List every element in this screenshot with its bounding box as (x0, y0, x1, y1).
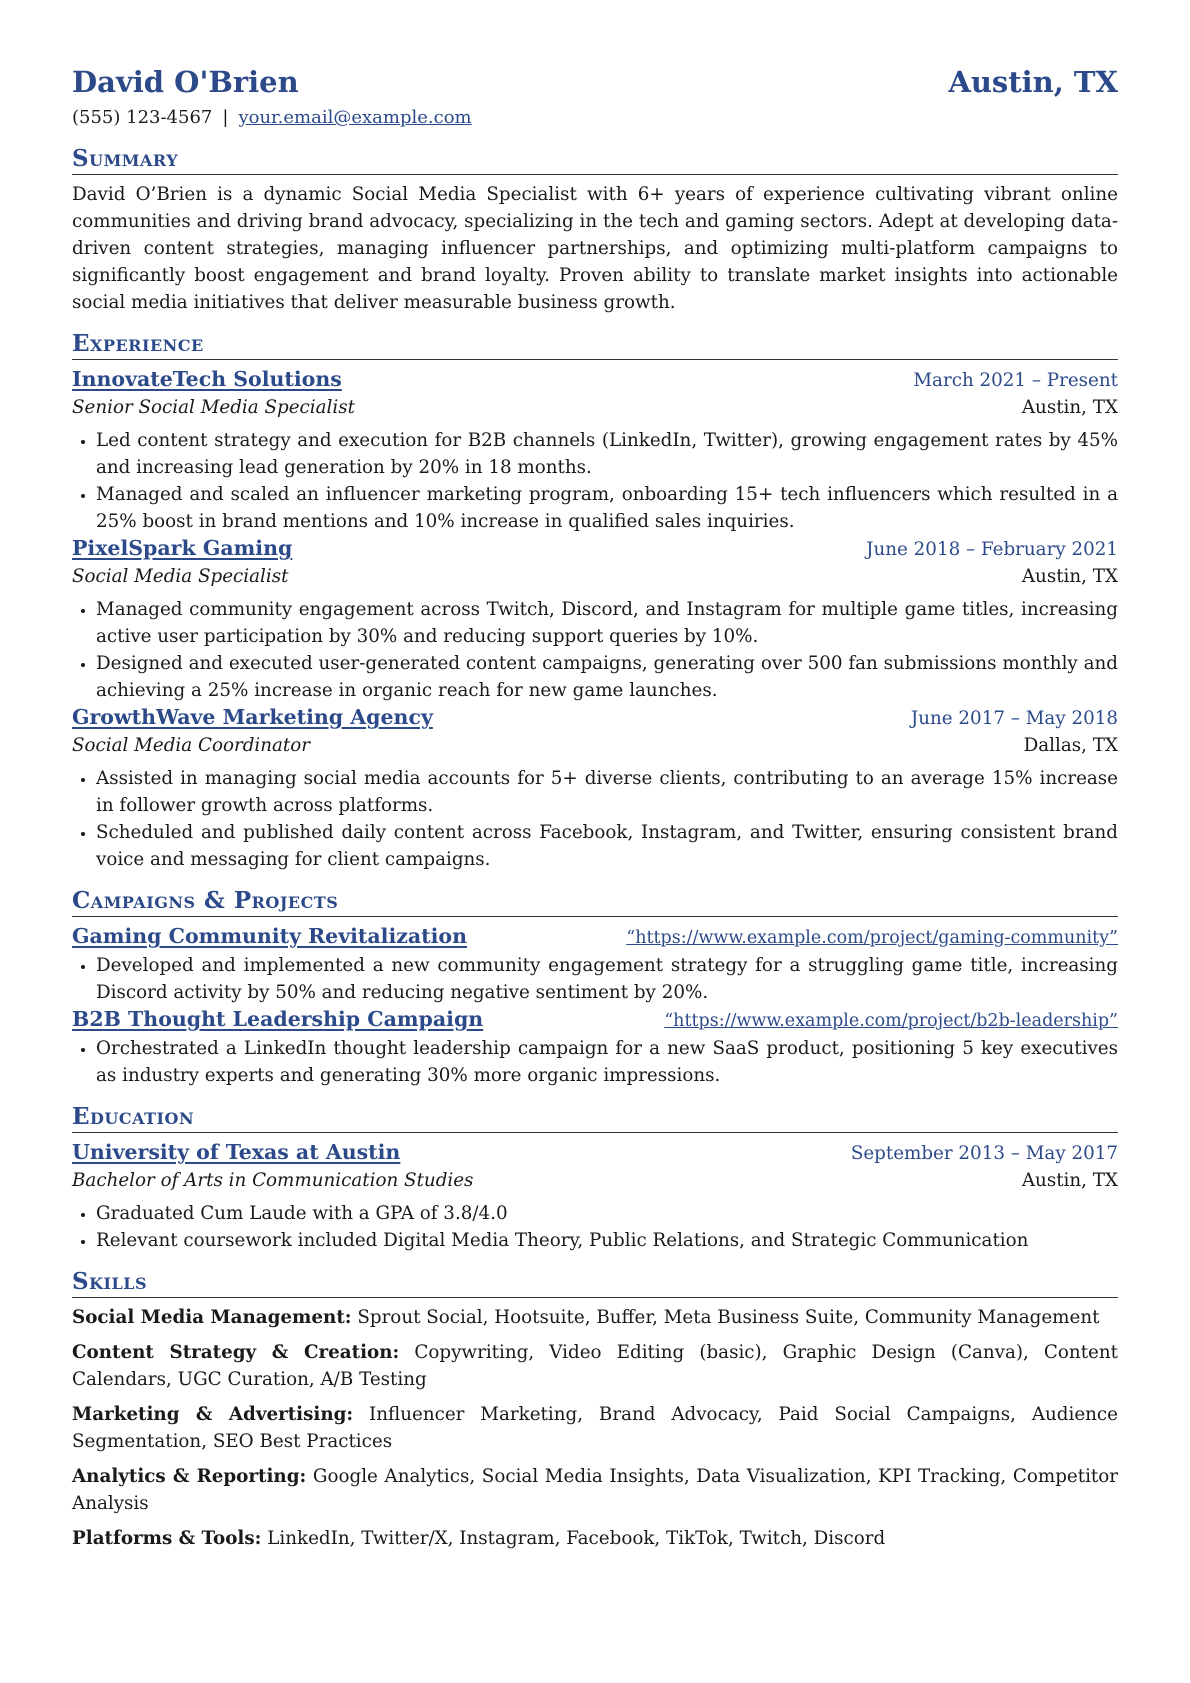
job-location: Dallas, TX (1023, 735, 1118, 756)
bullet-item: • Developed and implemented a new community engagement strategy for a struggling game title, increasing Discord activity by 50% and reducing negative sentiment by 20%. (96, 952, 1118, 1006)
education-entry (72, 1139, 1118, 1254)
job-location: Austin, TX (1021, 397, 1118, 418)
job-dates: March 2021 – Present (913, 370, 1118, 391)
skill-values: Copywriting, Video Editing (basic), Graphic Design (Canva), Content Calendars, UGC Curation, A/B Testing (72, 1342, 1118, 1390)
employer-link[interactable]: GrowthWave Marketing Agency (72, 705, 433, 729)
bullet-list (72, 1200, 1118, 1254)
skill-category: Marketing & Advertising: (72, 1404, 354, 1425)
candidate-location: Austin, TX (948, 65, 1118, 99)
education-dates: September 2013 – May 2017 (850, 1143, 1118, 1164)
bullet-item: • Managed community engagement across Twitch, Discord, and Instagram for multiple game titles, increasing active user participation by 30% and reducing support queries by 10%. (96, 596, 1118, 650)
skill-category: Analytics & Reporting: (72, 1466, 307, 1487)
skill-line (72, 1339, 1118, 1393)
section-title-skills: Skills (72, 1268, 1118, 1298)
bullet-item: • Designed and executed user-generated content campaigns, generating over 500 fan submissions monthly and achieving a 25% increase in organic reach for new game launches. (96, 650, 1118, 704)
project-entry (72, 1006, 1118, 1089)
bullet-list (72, 1035, 1118, 1089)
candidate-name: David O'Brien (72, 65, 299, 99)
project-url-link[interactable]: “https://www.example.com/project/b2b-leadership” (664, 1011, 1118, 1031)
job-dates: June 2017 – May 2018 (910, 708, 1118, 729)
bullet-item: • Managed and scaled an influencer marketing program, onboarding 15+ tech influencers which resulted in a 25% boost in brand mentions and 10% increase in qualified sales inquiries. (96, 481, 1118, 535)
bullet-list (72, 765, 1118, 873)
bullet-item: • Graduated Cum Laude with a GPA of 3.8/4.0 (96, 1200, 1118, 1227)
project-title-link[interactable]: B2B Thought Leadership Campaign (72, 1007, 484, 1031)
skill-category: Content Strategy & Creation: (72, 1342, 400, 1363)
section-title-summary: Summary (72, 145, 1118, 175)
employer-link[interactable]: PixelSpark Gaming (72, 536, 293, 560)
skill-values: Sprout Social, Hootsuite, Buffer, Meta Business Suite, Community Management (357, 1307, 1100, 1328)
skill-category: Social Media Management: (72, 1307, 352, 1328)
summary-text: David O’Brien is a dynamic Social Media Specialist with 6+ years of experience cultivating vibrant online communities and driving brand advocacy, specializing in the tech and gaming sectors. Adept at developing data-driven content strategies, managing influencer partnerships, and optimizing multi-platform campaigns to significantly boost engagement and brand loyalty. Proven ability to translate market insights into actionable social media initiatives that deliver measurable business growth. (72, 184, 1118, 313)
skill-line (72, 1401, 1118, 1455)
contact-line (72, 104, 1118, 131)
bullet-list (72, 427, 1118, 535)
job-title: Social Media Specialist (72, 566, 289, 587)
project-url-link[interactable]: “https://www.example.com/project/gaming-community” (626, 928, 1118, 948)
bullet-list (72, 952, 1118, 1006)
degree: Bachelor of Arts in Communication Studies (72, 1170, 474, 1191)
job-title: Senior Social Media Specialist (72, 397, 355, 418)
bullet-item: • Relevant coursework included Digital Media Theory, Public Relations, and Strategic Communication (96, 1227, 1118, 1254)
skill-values: LinkedIn, Twitter/X, Instagram, Facebook, TikTok, Twitch, Discord (267, 1528, 886, 1549)
school-link[interactable]: University of Texas at Austin (72, 1140, 401, 1164)
section-title-projects: Campaigns & Projects (72, 887, 1118, 917)
section-title-experience: Experience (72, 330, 1118, 360)
skill-category: Platforms & Tools: (72, 1528, 262, 1549)
bullet-list (72, 596, 1118, 704)
job-title: Social Media Coordinator (72, 735, 311, 756)
email-link[interactable]: your.email@example.com (238, 107, 472, 128)
job-location: Austin, TX (1021, 566, 1118, 587)
contact-separator: | (222, 107, 229, 128)
skill-line (72, 1525, 1118, 1552)
bullet-item: • Assisted in managing social media accounts for 5+ diverse clients, contributing to an average 15% increase in follower growth across platforms. (96, 765, 1118, 819)
job-dates: June 2018 – February 2021 (866, 539, 1118, 560)
skill-values: Google Analytics, Social Media Insights, Data Visualization, KPI Tracking, Competitor Analysis (72, 1466, 1119, 1514)
bullet-item: • Led content strategy and execution for B2B channels (LinkedIn, Twitter), growing engagement rates by 45% and increasing lead generation by 20% in 18 months. (96, 427, 1118, 481)
experience-entry (72, 535, 1118, 704)
project-entry (72, 923, 1118, 1006)
project-title-link[interactable]: Gaming Community Revitalization (72, 924, 467, 948)
skill-line (72, 1463, 1118, 1517)
skill-values: Influencer Marketing, Brand Advocacy, Paid Social Campaigns, Audience Segmentation, SEO Best Practices (72, 1404, 1118, 1452)
employer-link[interactable]: InnovateTech Solutions (72, 367, 342, 391)
skill-line (72, 1304, 1118, 1331)
experience-entry (72, 704, 1118, 873)
bullet-item: • Scheduled and published daily content across Facebook, Instagram, and Twitter, ensuring consistent brand voice and messaging for client campaigns. (96, 819, 1118, 873)
phone-number: (555) 123-4567 (72, 107, 213, 128)
school-location: Austin, TX (1021, 1170, 1118, 1191)
experience-entry (72, 366, 1118, 535)
bullet-item: • Orchestrated a LinkedIn thought leadership campaign for a new SaaS product, positioning 5 key executives as industry experts and generating 30% more organic impressions. (96, 1035, 1118, 1089)
resume-header (72, 62, 1118, 102)
section-title-education: Education (72, 1103, 1118, 1133)
